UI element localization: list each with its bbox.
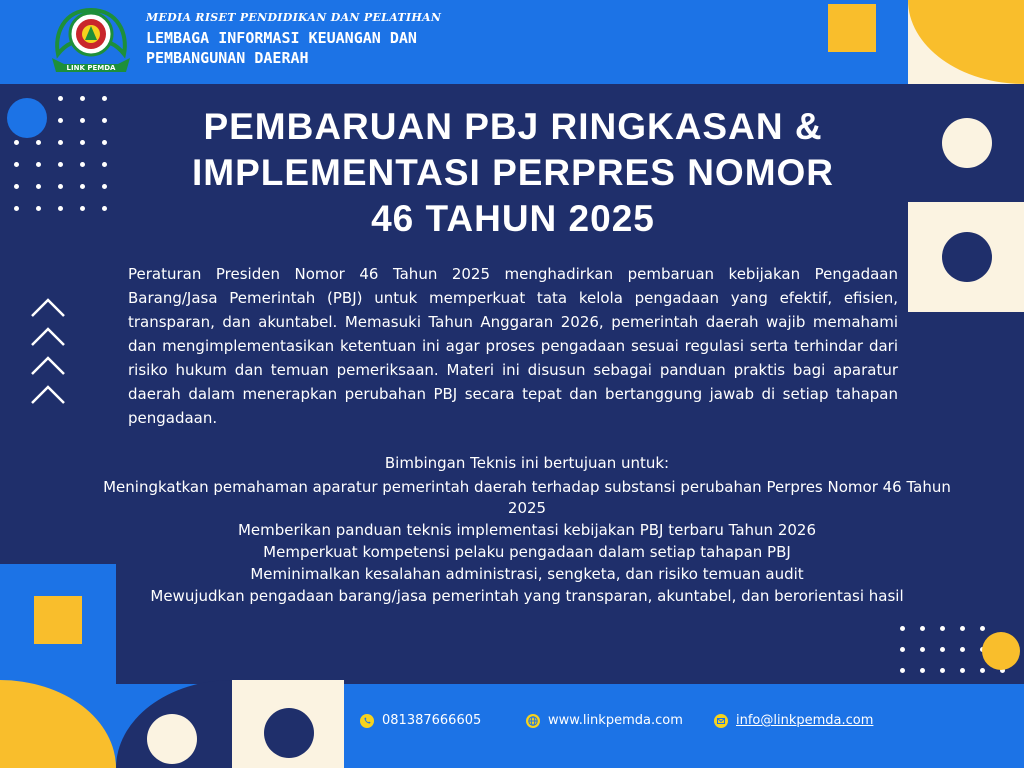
chevron-up-icon (32, 387, 64, 403)
chevron-up-icon (32, 329, 64, 345)
contact-website[interactable] (526, 713, 683, 728)
website-link[interactable]: www.linkpemda.com (548, 713, 683, 728)
goal-item: Memperkuat kompetensi pelaku pengadaan dalam setiap tahapan PBJ (263, 543, 791, 561)
chevron-up-icon (32, 300, 64, 316)
cream-circle-decoration (147, 714, 197, 764)
contact-phone[interactable] (360, 713, 481, 728)
goal-item: Meningkatkan pemahaman aparatur pemerintah daerah terhadap substansi perubahan Perpres Nomor 46 Tahun 2025 (103, 478, 951, 517)
globe-icon (526, 714, 540, 728)
title-line2: IMPLEMENTASI PERPRES NOMOR (191, 152, 835, 193)
chevron-stack (28, 290, 68, 414)
whatsapp-icon (360, 714, 374, 728)
title-line1: PEMBARUAN PBJ RINGKASAN & (203, 106, 823, 147)
brand-tagline: MEDIA RISET PENDIDIKAN DAN PELATIHAN (146, 11, 442, 24)
logo-text: LINK PEMDA (66, 64, 116, 72)
link-pemda-logo (44, 4, 138, 80)
email-icon (714, 714, 728, 728)
goal-item: Mewujudkan pengadaan barang/jasa pemerintah yang transparan, akuntabel, dan berorientasi hasil (150, 587, 904, 605)
contact-email[interactable] (714, 713, 873, 728)
title-line3: 46 TAHUN 2025 (371, 198, 655, 239)
brand-name-line2: PEMBANGUNAN DAERAH (146, 49, 309, 67)
page-title (118, 104, 908, 242)
yellow-circle-decoration (982, 632, 1020, 670)
goals-list (100, 477, 954, 608)
phone-number: 081387666605 (382, 713, 482, 728)
chevron-up-icon (32, 358, 64, 374)
navy-circle-decoration (942, 232, 992, 282)
goal-item: Memberikan panduan teknis implementasi kebijakan PBJ terbaru Tahun 2026 (237, 521, 816, 539)
goal-item: Meminimalkan kesalahan administrasi, sengketa, dan risiko temuan audit (250, 565, 804, 583)
navy-circle-decoration (264, 708, 314, 758)
yellow-square-decoration (34, 596, 82, 644)
yellow-square-decoration (828, 4, 876, 52)
brand-name (146, 28, 417, 68)
cream-circle-decoration (942, 118, 992, 168)
email-link[interactable]: info@linkpemda.com (736, 713, 874, 728)
dot-grid-top-left (14, 96, 107, 211)
intro-paragraph: Peraturan Presiden Nomor 46 Tahun 2025 menghadirkan pembaruan kebijakan Pengadaan Barang/Jasa Pemerintah (PBJ) untuk memperkuat tata kelola pengadaan yang efektif, efisien, transparan, dan akuntabel. Memasuki Tahun Anggaran 2026, pemerintah daerah wajib memahami dan mengimplementasikan ketentuan ini agar proses pengadaan sesuai regulasi serta terhindar dari risiko hukum dan temuan pemeriksaan. Materi ini disusun sebagai panduan praktis bagi aparatur daerah dalam menerapkan perubahan PBJ secara tepat dan bertanggung jawab di setiap tahapan pengadaan. (128, 265, 898, 427)
goals-heading: Bimbingan Teknis ini bertujuan untuk: (384, 454, 670, 472)
brand-name-line1: LEMBAGA INFORMASI KEUANGAN DAN (146, 29, 417, 47)
